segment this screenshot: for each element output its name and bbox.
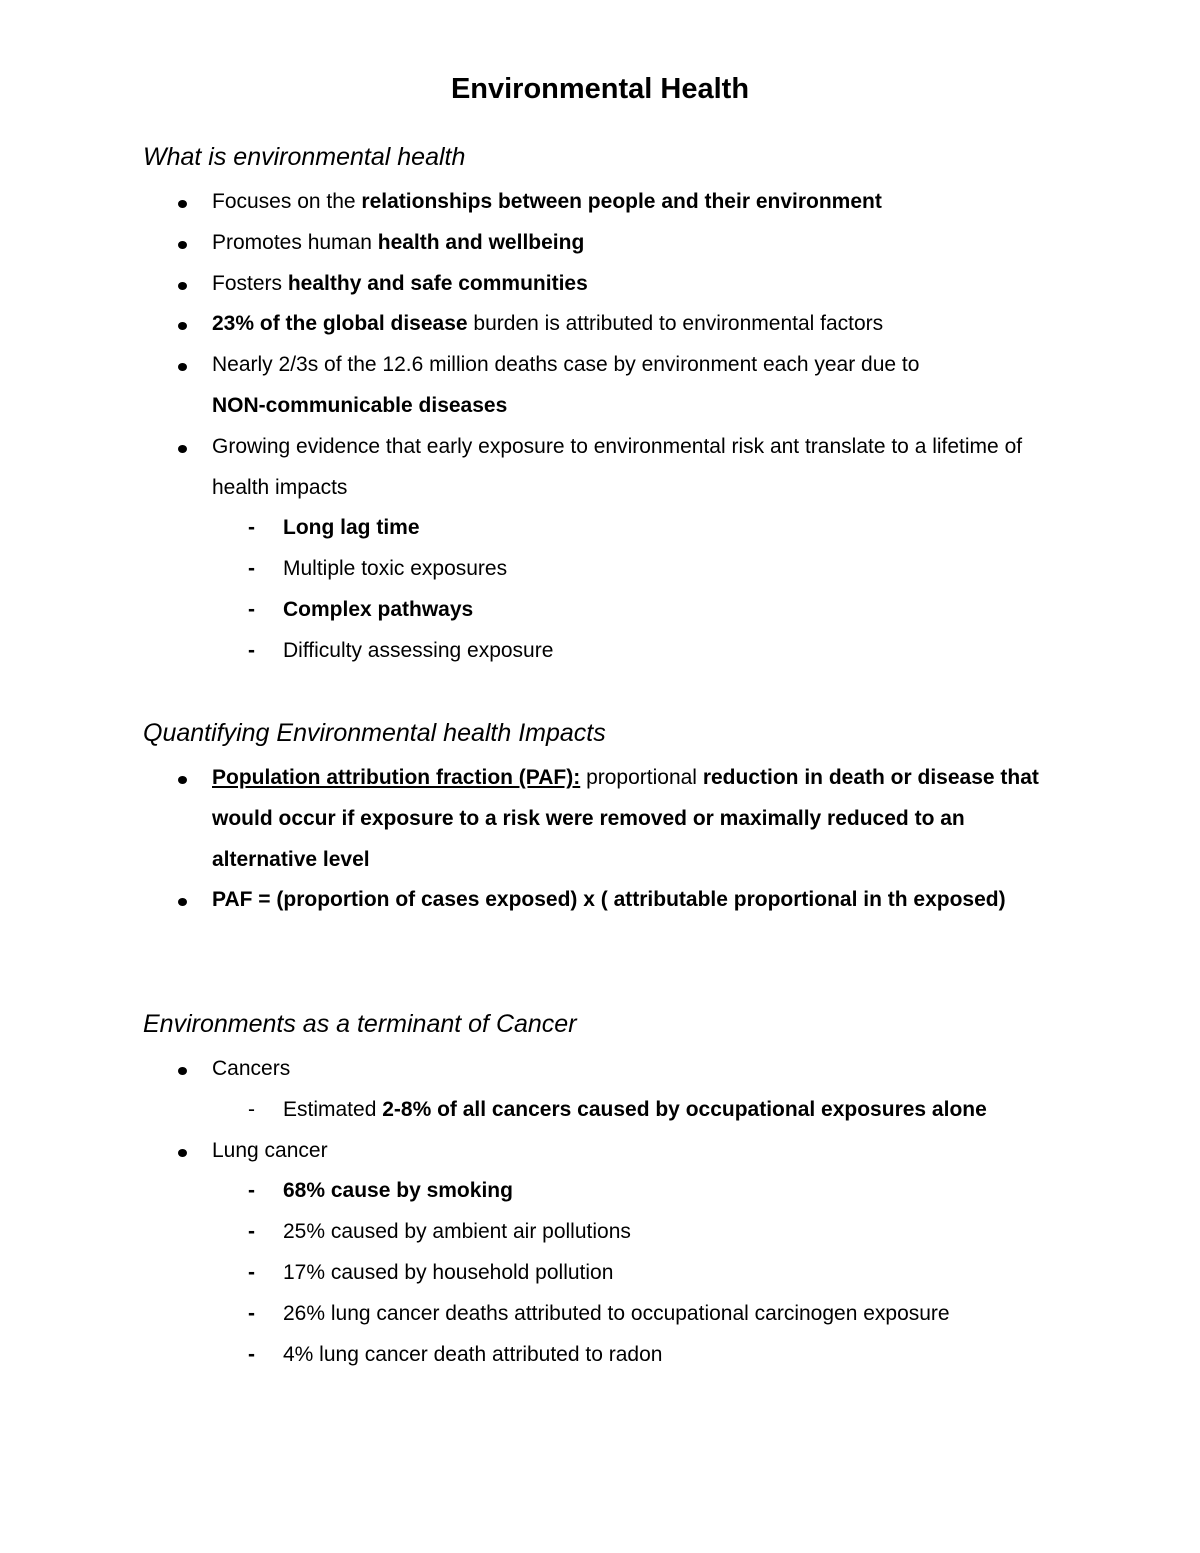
sub-list xyxy=(212,1090,1052,1131)
bullet-icon xyxy=(178,282,187,290)
bullet-icon xyxy=(178,241,187,249)
dash-icon: - xyxy=(248,597,255,621)
dash-icon: - xyxy=(248,1342,255,1366)
sub-list xyxy=(212,508,1052,671)
list-item xyxy=(0,427,1052,672)
list-item xyxy=(0,1049,1052,1131)
dash-icon: - xyxy=(248,557,255,581)
item-text: Nearly 2/3s of the 12.6 million deaths case by environment each year due to xyxy=(212,353,920,377)
sub-list-item xyxy=(0,549,1063,590)
dash-icon: - xyxy=(248,516,255,540)
list-item xyxy=(0,223,1052,264)
document-title: Environmental Health xyxy=(450,73,750,105)
dash-icon: - xyxy=(248,1301,255,1325)
section2-list xyxy=(0,758,1200,921)
bullet-icon xyxy=(178,1149,187,1157)
sub-list-item xyxy=(0,1294,1063,1335)
list-item xyxy=(0,345,1052,427)
bullet-icon xyxy=(178,1067,187,1075)
sub-item-emphasis: 2-8% of all cancers caused by occupational exposures alone xyxy=(382,1097,987,1121)
section-heading-cancer: Environments as a terminant of Cancer xyxy=(143,1010,577,1038)
sub-item-text: Long lag time xyxy=(283,516,420,540)
item-emphasis: reduction in death or disease that would occur if exposure to a risk were removed or maximally reduced to an alternative level xyxy=(212,766,1039,871)
sub-item-text: Complex pathways xyxy=(283,597,474,621)
section-heading-what-is: What is environmental health xyxy=(143,143,466,171)
item-text: proportional xyxy=(580,766,703,789)
section1-list xyxy=(0,182,1200,672)
bullet-icon xyxy=(178,363,187,371)
dash-icon: - xyxy=(248,1220,255,1244)
sub-list-item xyxy=(0,1171,1063,1212)
item-text: Growing evidence that early exposure to environmental risk ant translate to a lifetime of health impacts xyxy=(212,434,1023,499)
sub-item-text: 17% caused by household pollution xyxy=(283,1260,614,1284)
sub-list-item xyxy=(0,590,1063,631)
item-emphasis: 23% of the global disease xyxy=(212,312,468,336)
sub-item-text: 68% cause by smoking xyxy=(283,1179,513,1203)
sub-list-item xyxy=(0,631,1063,672)
sub-list-item xyxy=(0,508,1063,549)
list-item xyxy=(0,304,1052,345)
list-item xyxy=(0,264,1052,305)
item-emphasis: NON-communicable diseases xyxy=(212,393,508,417)
paf-term: Population attribution fraction (PAF): xyxy=(212,766,581,789)
section-heading-quantifying: Quantifying Environmental health Impacts xyxy=(143,719,606,747)
sub-list-item xyxy=(0,1335,1063,1376)
bullet-icon xyxy=(178,200,187,208)
sub-item-text: Difficulty assessing exposure xyxy=(283,638,554,662)
sub-item-text: Multiple toxic exposures xyxy=(283,557,508,581)
item-text: burden is attributed to environmental factors xyxy=(467,312,884,336)
dash-icon: - xyxy=(248,1179,255,1203)
sub-item-text: 25% caused by ambient air pollutions xyxy=(283,1220,631,1244)
list-item xyxy=(0,758,1052,880)
sub-item-text: 4% lung cancer death attributed to radon xyxy=(283,1342,663,1366)
sub-list-item xyxy=(0,1253,1063,1294)
dash-icon: - xyxy=(248,1260,255,1284)
sub-item-text: 26% lung cancer deaths attributed to occupational carcinogen exposure xyxy=(283,1301,950,1325)
item-text: Cancers xyxy=(212,1057,291,1080)
dash-icon: - xyxy=(248,638,255,662)
list-item xyxy=(0,1131,1052,1376)
item-text: Fosters xyxy=(212,271,288,295)
dash-icon: - xyxy=(248,1097,255,1121)
sub-list-item xyxy=(0,1212,1063,1253)
item-text: Promotes human xyxy=(212,230,378,254)
section3-list xyxy=(0,1049,1200,1375)
item-emphasis: relationships between people and their environment xyxy=(361,190,882,213)
item-emphasis: health and wellbeing xyxy=(377,230,585,254)
bullet-icon xyxy=(178,776,187,784)
list-item xyxy=(0,182,1052,223)
bullet-icon xyxy=(178,445,187,453)
sub-item-text: Estimated xyxy=(283,1097,383,1121)
sub-list-item xyxy=(0,1090,1063,1131)
item-emphasis: healthy and safe communities xyxy=(287,271,588,295)
bullet-icon xyxy=(178,898,187,906)
item-text: Focuses on the xyxy=(212,190,362,213)
list-item xyxy=(0,880,1052,921)
paf-formula: PAF = (proportion of cases exposed) x ( attributable proportional in th exposed) xyxy=(212,888,1006,912)
item-text: Lung cancer xyxy=(212,1138,328,1162)
bullet-icon xyxy=(178,322,187,330)
sub-list xyxy=(212,1171,1052,1375)
